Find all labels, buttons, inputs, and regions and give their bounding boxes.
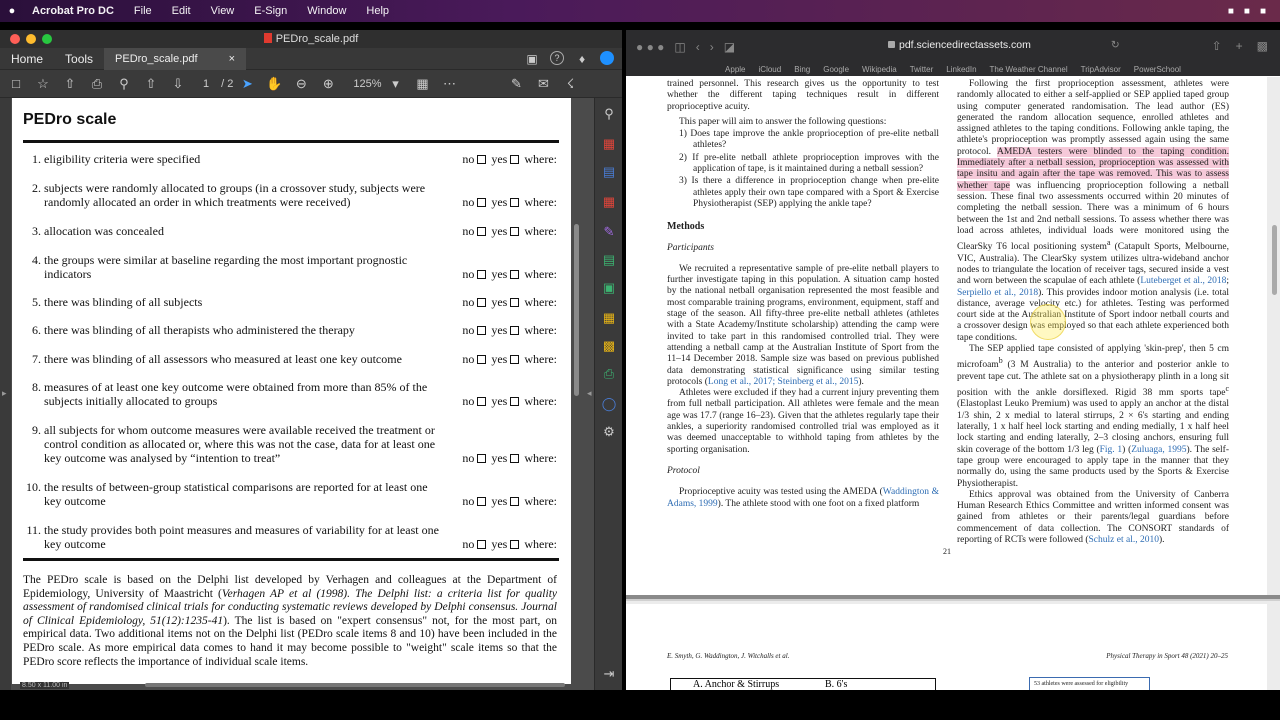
checklist-item [23, 352, 559, 366]
article-paragraph [667, 487, 939, 510]
item-number: 1. [32, 152, 41, 166]
menu-file[interactable]: File [133, 5, 152, 17]
tab-document-label: PEDro_scale.pdf [115, 52, 198, 65]
yes-checkbox[interactable] [510, 270, 519, 279]
search-icon[interactable]: ⚲ [119, 75, 129, 91]
paragraph-text: ; [1226, 276, 1230, 287]
paragraph-text: We recruited a representative sample of pre-elite netball players to further investigate taping in this population. A situation camp hosted by the national netball organisation represented the most feasible and most comparable training programs, environment, equipment, staff and stage of the season. All fifty-three pre-elite netball athletes (athletes with a State Academy/Institute scholarship) attending the camp were invited to take part in this randomised controlled trial. They were attending a netball camp at the Australian Institute of Sport from the 11–14 December 2018. Sample size was based on previous published data demonstrating statistical significance using similar testing protocols ( [667, 263, 939, 387]
item-text: the groups were similar at baseline regarding the most important prognostic indicators [44, 253, 408, 281]
article-column-left [667, 79, 939, 510]
research-question: 1) Does tape improve the ankle proprioception of pre-elite netball athletes? [679, 129, 939, 151]
item-answer [462, 352, 557, 366]
tools-right-rail [587, 98, 622, 690]
figure-panel-labels [670, 678, 936, 690]
menu-view[interactable]: View [210, 5, 235, 17]
citation-link[interactable]: Schulz et al., 2010 [1088, 535, 1159, 546]
yes-checkbox[interactable] [510, 155, 519, 164]
figure-label-a: A. Anchor & Stirrups [693, 679, 780, 690]
menu-help[interactable]: Help [366, 5, 390, 17]
tab-tools[interactable]: Tools [65, 51, 94, 66]
yes-checkbox[interactable] [510, 540, 519, 549]
no-label: no [462, 352, 475, 366]
menubar-status-icons [1228, 6, 1266, 17]
paragraph-text: ). This provides indoor motion analysis (i.e. total distance, average velocity etc.) for athletes. Testing was performed court side at the Australian Institute of Sport indoor netball courts and a crossover design was employed so that each athlete experienced both tape conditions. [957, 287, 1229, 343]
vertical-scrollbar-thumb[interactable] [574, 224, 579, 396]
no-label: no [462, 267, 475, 281]
address-bar[interactable] [888, 39, 1120, 51]
yes-checkbox[interactable] [510, 326, 519, 335]
paragraph-text: (3 M Australia) to the anterior and posterior ankle to prevent tape cut. The athlete sat on a physiotherapy plinth in a long sit position with the ankle dorsiflexed. Rigid 38 mm sports tape [957, 360, 1229, 399]
item-text: the study provides both point measures and measures of variability for at least one key outcome [44, 523, 439, 551]
item-number: 7. [32, 352, 41, 366]
article-paragraph: Athletes were excluded if they had a current injury preventing them from full netball participation. All athletes were female and the mean age was 17.7 (range 16–23). Given that the athletes regularly tape their ankles, a superiority randomised controlled trial was employed as it was deemed unacceptable to withhold taping from athletes by the sporting organisation. [667, 388, 939, 455]
page-number: 21 [943, 547, 951, 556]
citation-link[interactable]: Luteberget et al., 2018 [1140, 276, 1227, 287]
checklist-item [23, 152, 559, 166]
item-number: 2. [32, 181, 41, 195]
expand-left-panel-icon[interactable]: ▸ [2, 388, 7, 398]
page-layout-icon[interactable]: ▦ [416, 75, 429, 91]
where-label: where: [524, 494, 557, 508]
mouse-cursor-highlight [1030, 304, 1066, 340]
item-number: 6. [32, 323, 41, 337]
where-label: where: [524, 224, 557, 238]
upload-cloud-icon[interactable]: ⇧ [64, 75, 76, 91]
no-checkbox[interactable] [477, 326, 486, 335]
where-label: where: [524, 295, 557, 309]
yes-checkbox[interactable] [510, 198, 519, 207]
no-checkbox[interactable] [477, 540, 486, 549]
collapse-panel-icon[interactable]: ⇥ [603, 666, 615, 681]
item-number: 3. [32, 224, 41, 238]
item-text: there was blinding of all therapists who administered the therapy [44, 323, 355, 337]
more-tools-icon[interactable]: ⚙ [603, 424, 615, 439]
paragraph-text: ). [1158, 535, 1165, 546]
no-label: no [462, 224, 475, 238]
checklist-item [23, 224, 559, 238]
article-paragraph [957, 490, 1229, 546]
horizontal-scrollbar-thumb[interactable] [145, 683, 565, 687]
no-label: no [462, 195, 475, 209]
yes-label: yes [491, 537, 508, 551]
yes-checkbox[interactable] [510, 454, 519, 463]
back-icon[interactable]: ‹ [695, 40, 700, 54]
edit-pen-icon[interactable]: ✎ [511, 75, 522, 91]
item-answer [462, 152, 557, 166]
no-label: no [462, 494, 475, 508]
checklist-item [23, 423, 559, 465]
where-label: where: [524, 267, 557, 281]
checklist-item [23, 380, 559, 408]
item-answer [462, 537, 557, 551]
checklist-item [23, 523, 559, 551]
figure-label-b: B. 6's [825, 679, 848, 690]
no-label: no [462, 394, 475, 408]
organize-pages-icon[interactable]: ▤ [602, 252, 616, 267]
yes-label: yes [491, 152, 508, 166]
item-number: 4. [32, 253, 41, 267]
no-checkbox[interactable] [477, 298, 486, 307]
checklist-item [23, 253, 559, 281]
page-size-label: 8.50 x 11.00 in [22, 682, 68, 689]
yes-label: yes [491, 195, 508, 209]
running-head-authors: E. Smyth, G. Waddington, J. Witchalls et al. [667, 652, 790, 660]
yes-checkbox[interactable] [510, 298, 519, 307]
zoom-level-select[interactable]: 125% [353, 77, 382, 90]
status-icon[interactable]: ■ [1259, 5, 1266, 17]
item-text: there was blinding of all subjects [44, 295, 203, 309]
citation-link[interactable]: Zuluaga, 1995 [1131, 444, 1187, 455]
doc-title: PEDro scale [23, 111, 117, 128]
page-up-icon[interactable]: ⇧ [145, 75, 157, 91]
favorite-link[interactable]: iCloud [758, 65, 782, 74]
checklist-item [23, 480, 559, 508]
document-area [0, 98, 622, 690]
yes-checkbox[interactable] [510, 227, 519, 236]
article-page [626, 77, 1267, 595]
paragraph-text: (Catapult Sports, Melbourne, VIC, Australia). The ClearSky system utilizes ultra-wideband anchor nodes to triangulate the location of receiver tags, secured inside a vest and worn between the scapulae of each athlete ( [957, 242, 1229, 287]
create-pdf-icon[interactable]: ▦ [602, 194, 616, 209]
yes-checkbox[interactable] [510, 397, 519, 406]
pdf-viewer [626, 77, 1280, 690]
article-paragraph: trained personnel. This research gives us the opportunity to test whether the different taping techniques result in different proprioceptive acuity. [667, 79, 939, 112]
no-checkbox[interactable] [477, 454, 486, 463]
tab-document[interactable] [104, 48, 246, 70]
macos-menubar [0, 0, 1280, 22]
paragraph-text: ). The self-tape group were encouraged to apply tape in the manner that they normally do, using the same products used by the Sports & Exercise Physiotherapist. [957, 444, 1229, 489]
favorite-link[interactable]: PowerSchool [1133, 65, 1181, 74]
account-avatar[interactable] [600, 51, 614, 65]
menu-edit[interactable]: Edit [171, 5, 191, 17]
more-options-icon[interactable]: ⋯ [443, 75, 456, 91]
safari-toolbar [626, 30, 1280, 64]
collapse-rail-icon[interactable]: ◂ [587, 388, 592, 398]
combine-files-icon[interactable]: ▦ [602, 310, 616, 325]
print-production-icon[interactable]: ⎙ [603, 366, 615, 381]
footer-reference: Verhagen AP et al (1998). The Delphi list: a criteria list for quality assessment of randomised clinical trials for conducting systematic reviews developed by Delphi consensus. Journal of Clinical Epidemiology, 51(12):1235-41 [23, 587, 557, 627]
item-text: all subjects for whom outcome measures were available received the treatment or control condition as allocated or, where this was not the case, data for at least one key outcome was analysed by “intention to treat” [44, 423, 436, 465]
email-icon[interactable]: ✉ [538, 75, 549, 91]
paragraph-text: ). [858, 376, 864, 387]
chevron-down-icon[interactable]: ▾ [392, 75, 399, 91]
pdf-page [12, 98, 571, 684]
yes-label: yes [491, 352, 508, 366]
paragraph-text: ). The athlete stood with one foot on a fixed platform [717, 498, 920, 509]
pdf-file-icon [264, 33, 272, 43]
menu-window[interactable]: Window [307, 5, 347, 17]
new-tab-icon[interactable]: + [1235, 39, 1243, 53]
item-number: 8. [32, 380, 41, 394]
item-text: there was blinding of all assessors who measured at least one key outcome [44, 352, 402, 366]
favorite-link[interactable]: Google [823, 65, 850, 74]
highlighted-text[interactable]: AMEDA testers were blinded to the taping condition. Immediately after a netball session, proprioception was assessed with tape insitu and again after the tape was removed. This was to assess whether tape [957, 146, 1230, 191]
checklist-item [23, 323, 559, 337]
address-text: pdf.sciencedirectassets.com [899, 39, 1031, 51]
item-answer [462, 394, 557, 408]
research-question: 3) Is there a difference in proprioception change when pre-elite athletes apply their own tape compared with a Sport & Exercise Physiotherapist (SEP) applying the ankle tape? [679, 176, 939, 209]
top-rule [23, 140, 559, 143]
close-tab-icon[interactable]: × [228, 52, 236, 65]
yes-label: yes [491, 323, 508, 337]
where-label: where: [524, 537, 557, 551]
bottom-rule [23, 558, 559, 561]
page-total: / 2 [221, 77, 234, 90]
item-answer [462, 494, 557, 508]
item-text: subjects were randomly allocated to groups (in a crossover study, subjects were randomly allocated an order in which treatments were received) [44, 181, 426, 209]
acrobat-titlebar [0, 30, 622, 48]
yes-label: yes [491, 494, 508, 508]
checklist-item [23, 181, 559, 209]
scan-ocr-icon[interactable]: ▣ [602, 280, 616, 295]
share-screen-icon[interactable]: ▣ [526, 52, 538, 66]
item-answer [462, 195, 557, 209]
article-paragraph: Following the first proprioception assessment, athletes were randomly allocated to either a self-applied or SEP applied taped group using computer generated randomisation. The lead author (ES) generated the random allocation sequence, enrolled athletes and assigned athletes to the taping conditions. Following ankle taping, the athlete's proprioception was promptly assessed again using the same protocol. AMEDA testers were blinded to the taping condition. Immediately after a netball session, proprioception was assessed with tape insitu and again after the tape was removed. This was to assess whether tape was influencing proprioception following a netball session. These final two assessments occurred within 20 minutes of completing the netball session. There was a minimum of 6 hours between the 1st and 2nd netball sessions. To assess whether there was load across athletes, individual loads were monitored using the ClearSky T6 local positioning system$^a$ (Catapult Sports, Melbourne, VIC, Australia). The ClearSky system utilizes ultra-wideband anchor nodes to triangulate the location of receiver tags, secured inside a vest and worn between the scapulae of each athlete (Luteberget et al., 2018; Serpiello et al., 2018). This provides indoor motion analysis (i.e. total distance, average velocity etc.) for athletes. Testing was performed court side at the Australian Institute of Sport indoor netball courts and a crossover design was employed so that each athlete experienced both tape conditions. [957, 79, 1230, 343]
favorite-link[interactable]: The Weather Channel [989, 65, 1068, 74]
where-label: where: [524, 152, 557, 166]
consort-flow-box: 53 athletes were assessed for eligibility [1029, 677, 1150, 690]
acrobat-toolbar [0, 70, 622, 98]
research-question: 2) If pre-elite netball athlete proprioception improves with the application of tape, is it maintained during a netball session? [679, 152, 939, 175]
section-heading: Methods [667, 221, 705, 233]
select-cursor-icon[interactable]: ➤ [241, 75, 253, 91]
where-label: where: [524, 195, 557, 209]
yes-label: yes [491, 267, 508, 281]
item-answer [462, 224, 557, 238]
favorite-link[interactable]: Wikipedia [862, 65, 897, 74]
acrobat-window [0, 30, 622, 690]
favorite-link[interactable]: Bing [794, 65, 811, 74]
yes-checkbox[interactable] [510, 355, 519, 364]
footer-text: ). The list is based on "expert consensus" not, for the most part, on empirical data. Two additional items not on the Delphi list (PEDro scale items 8 and 10) have been included in the PEDro scale. As more empirical data comes to hand it may become possible to "weight" scale items so that the PEDro score reflects the importance of individual scale items. [23, 614, 557, 668]
item-text: allocation was concealed [44, 224, 164, 238]
page-separator [626, 595, 1280, 599]
no-label: no [462, 451, 475, 465]
subsection-heading: Participants [667, 242, 714, 253]
search-icon[interactable]: ⚲ [604, 106, 614, 121]
menu-esign[interactable]: E-Sign [254, 5, 288, 17]
tab-overview-icon[interactable]: ▩ [1256, 39, 1268, 53]
yes-label: yes [491, 224, 508, 238]
where-label: where: [524, 323, 557, 337]
article-paragraph [667, 264, 939, 388]
sidebar-toggle-icon[interactable]: ◫ [674, 40, 686, 54]
where-label: where: [524, 352, 557, 366]
tab-home[interactable]: Home [11, 51, 44, 66]
paragraph-text: Ethics approval was obtained from the University of Canberra Human Research Ethics Committee and written informed consent was gained from athletes or their parents/legal guardians before commencement of data collection. The CONSORT standards of reporting of RCTs were followed ( [957, 489, 1229, 546]
checklist-item [23, 295, 559, 309]
item-answer [462, 295, 557, 309]
window-controls-icon[interactable]: ● ● ● [636, 40, 665, 54]
privacy-shield-icon[interactable]: ◪ [723, 40, 736, 54]
left-panel-collapsed[interactable] [0, 98, 11, 690]
item-answer [462, 451, 557, 465]
item-answer [462, 323, 557, 337]
citation-link[interactable]: Serpiello et al., 2018 [957, 287, 1039, 298]
no-checkbox[interactable] [477, 270, 486, 279]
paragraph-text: was influencing proprioception following a netball session. These final two assessments occurred within 20 minutes of completing the netball session. There was a minimum of 6 hours between the 1st and 2nd netball sessions. To assess whether there was load across athletes, individual loads were monitored using the ClearSky T6 local positioning system [957, 180, 1229, 253]
favorite-link[interactable]: Twitter [909, 65, 934, 74]
favorite-link[interactable]: TripAdvisor [1080, 65, 1121, 74]
no-checkbox[interactable] [477, 155, 486, 164]
citation-link[interactable]: Waddington & Adams, 1999 [667, 487, 940, 509]
zoom-out-icon[interactable]: ⊖ [295, 75, 307, 91]
tabbar-right-icons [524, 51, 614, 67]
no-label: no [462, 323, 475, 337]
footer-paragraph [23, 574, 557, 669]
where-label: where: [524, 451, 557, 465]
item-text: eligibility criteria were specified [44, 152, 201, 166]
citation-link[interactable]: Long et al., 2017; Steinberg et al., 2015 [707, 376, 859, 387]
hand-tool-icon[interactable]: ✋ [266, 75, 283, 91]
paragraph-text: Proprioceptive acuity was tested using the AMEDA ( [679, 487, 883, 498]
item-number: 5. [32, 295, 41, 309]
comment-icon[interactable]: ▩ [602, 338, 616, 353]
window-title-text: PEDro_scale.pdf [275, 33, 359, 45]
print-icon[interactable]: ⎙ [91, 75, 103, 91]
item-number: 10. [26, 480, 41, 494]
acrobat-tabbar [0, 48, 622, 70]
citation-link[interactable]: Fig. 1 [1099, 444, 1123, 455]
no-checkbox[interactable] [477, 198, 486, 207]
reload-icon[interactable]: ↻ [1110, 39, 1120, 51]
menu-app-name[interactable]: Acrobat Pro DC [32, 5, 114, 17]
help-icon[interactable]: ? [550, 51, 564, 65]
article-column-right [957, 79, 1229, 546]
page-current-input[interactable]: 1 [203, 77, 210, 90]
favorite-link[interactable]: LinkedIn [946, 65, 977, 74]
status-icon[interactable]: ■ [1243, 5, 1250, 17]
save-icon[interactable]: □ [12, 76, 20, 91]
subsection-heading: Protocol [667, 465, 700, 476]
no-label: no [462, 295, 475, 309]
yes-checkbox[interactable] [510, 497, 519, 506]
fill-sign-icon[interactable]: ✎ [603, 224, 615, 239]
no-label: no [462, 537, 475, 551]
edit-pdf-icon[interactable]: ▤ [602, 164, 616, 179]
share-icon[interactable]: ⇧ [1211, 39, 1222, 53]
article-paragraph: The SEP applied tape consisted of applying 'skin-prep', then 5 cm microfoam$^b$ (3 M Australia) to the anterior and posterior ankle to prevent tape cut. The athlete sat on a physiotherapy plinth in a long sit position with the ankle dorsiflexed. Rigid 38 mm sports tape$^c$ (Elastoplast Leuko Premium) was used to apply an anchor at the distal 1/3 shin, 2 x medial to lateral stirrups, 2 × 6's starting and ending laterally, 1 x half heel lock starting and ending medially, 1 x half heel lock starting and ending laterally, 2–3 closing anchors, ensuring full skin coverage of the bottom 1/3 leg (Fig. 1) (Zuluaga, 1995). The self-tape group were encouraged to apply tape in the manner that they normally do, using the same products used by the Sports & Exercise Physiotherapist. [957, 343, 1229, 489]
window-title [0, 33, 622, 45]
zoom-in-icon[interactable]: ⊕ [322, 75, 334, 91]
item-answer [462, 267, 557, 281]
yes-label: yes [491, 451, 508, 465]
apple-icon[interactable]: ● [8, 5, 16, 17]
item-text: the results of between-group statistical comparisons are reported for at least one key outcome [44, 480, 428, 508]
yes-label: yes [491, 394, 508, 408]
protect-shield-icon[interactable]: ◯ [601, 396, 617, 411]
safari-right-controls [1212, 39, 1268, 53]
paragraph-text: (Elastoplast Leuko Premium) was used to apply an anchor at the distal 1/3 shin, 2 x medial to lateral stirrups, 2 × 6's starting and ending laterally, 1 x half heel lock starting and ending medially, 1 x half heel lock starting and ending laterally, 2–3 closing anchors, ensuring full skin coverage of the bottom 1/3 leg ( [957, 399, 1229, 455]
item-number: 9. [32, 423, 41, 437]
vertical-scrollbar-thumb[interactable] [1272, 225, 1277, 295]
paragraph-text: Following the first proprioception assessment, athletes were randomly allocated to either a self-applied or SEP applied taped group using computer generated randomisation. The lead author (ES) generated the random allocation sequence, enrolled athletes and assigned athletes to the taping conditions. Following ankle taping, the athlete's proprioception was promptly assessed again using the same protocol. [957, 79, 1229, 157]
item-text: measures of at least one key outcome were obtained from more than 85% of the subjects initially allocated to groups [44, 380, 428, 408]
status-icon[interactable]: ■ [1227, 5, 1234, 17]
notifications-bell-icon[interactable]: ♦ [578, 52, 586, 66]
paragraph-text: The SEP applied tape consisted of applying 'skin-prep', then 5 cm microfoam [957, 343, 1229, 371]
article-paragraph: This paper will aim to answer the following questions: [679, 116, 887, 127]
next-page [626, 604, 1267, 690]
export-pdf-icon[interactable]: ▦ [602, 136, 616, 151]
no-checkbox[interactable] [477, 497, 486, 506]
no-checkbox[interactable] [477, 355, 486, 364]
yes-label: yes [491, 295, 508, 309]
item-number: 11. [26, 523, 41, 537]
where-label: where: [524, 394, 557, 408]
no-label: no [462, 152, 475, 166]
sign-icon[interactable]: ☇ [566, 75, 575, 91]
lock-icon [888, 41, 895, 48]
page-down-icon[interactable]: ⇩ [172, 75, 184, 91]
bookmark-star-icon[interactable]: ☆ [37, 75, 49, 91]
no-checkbox[interactable] [477, 227, 486, 236]
favorite-link[interactable]: Apple [725, 65, 746, 74]
safari-window [626, 30, 1280, 690]
footer-text: The PEDro scale is based on the Delphi list developed by Verhagen and colleagues at the Department of Epidemiology, University of Maastricht ( [23, 574, 557, 600]
running-head-journal: Physical Therapy in Sport 48 (2021) 20–25 [1106, 652, 1228, 660]
favorites-bar [626, 64, 1280, 76]
forward-icon[interactable]: › [709, 40, 714, 54]
no-checkbox[interactable] [477, 397, 486, 406]
